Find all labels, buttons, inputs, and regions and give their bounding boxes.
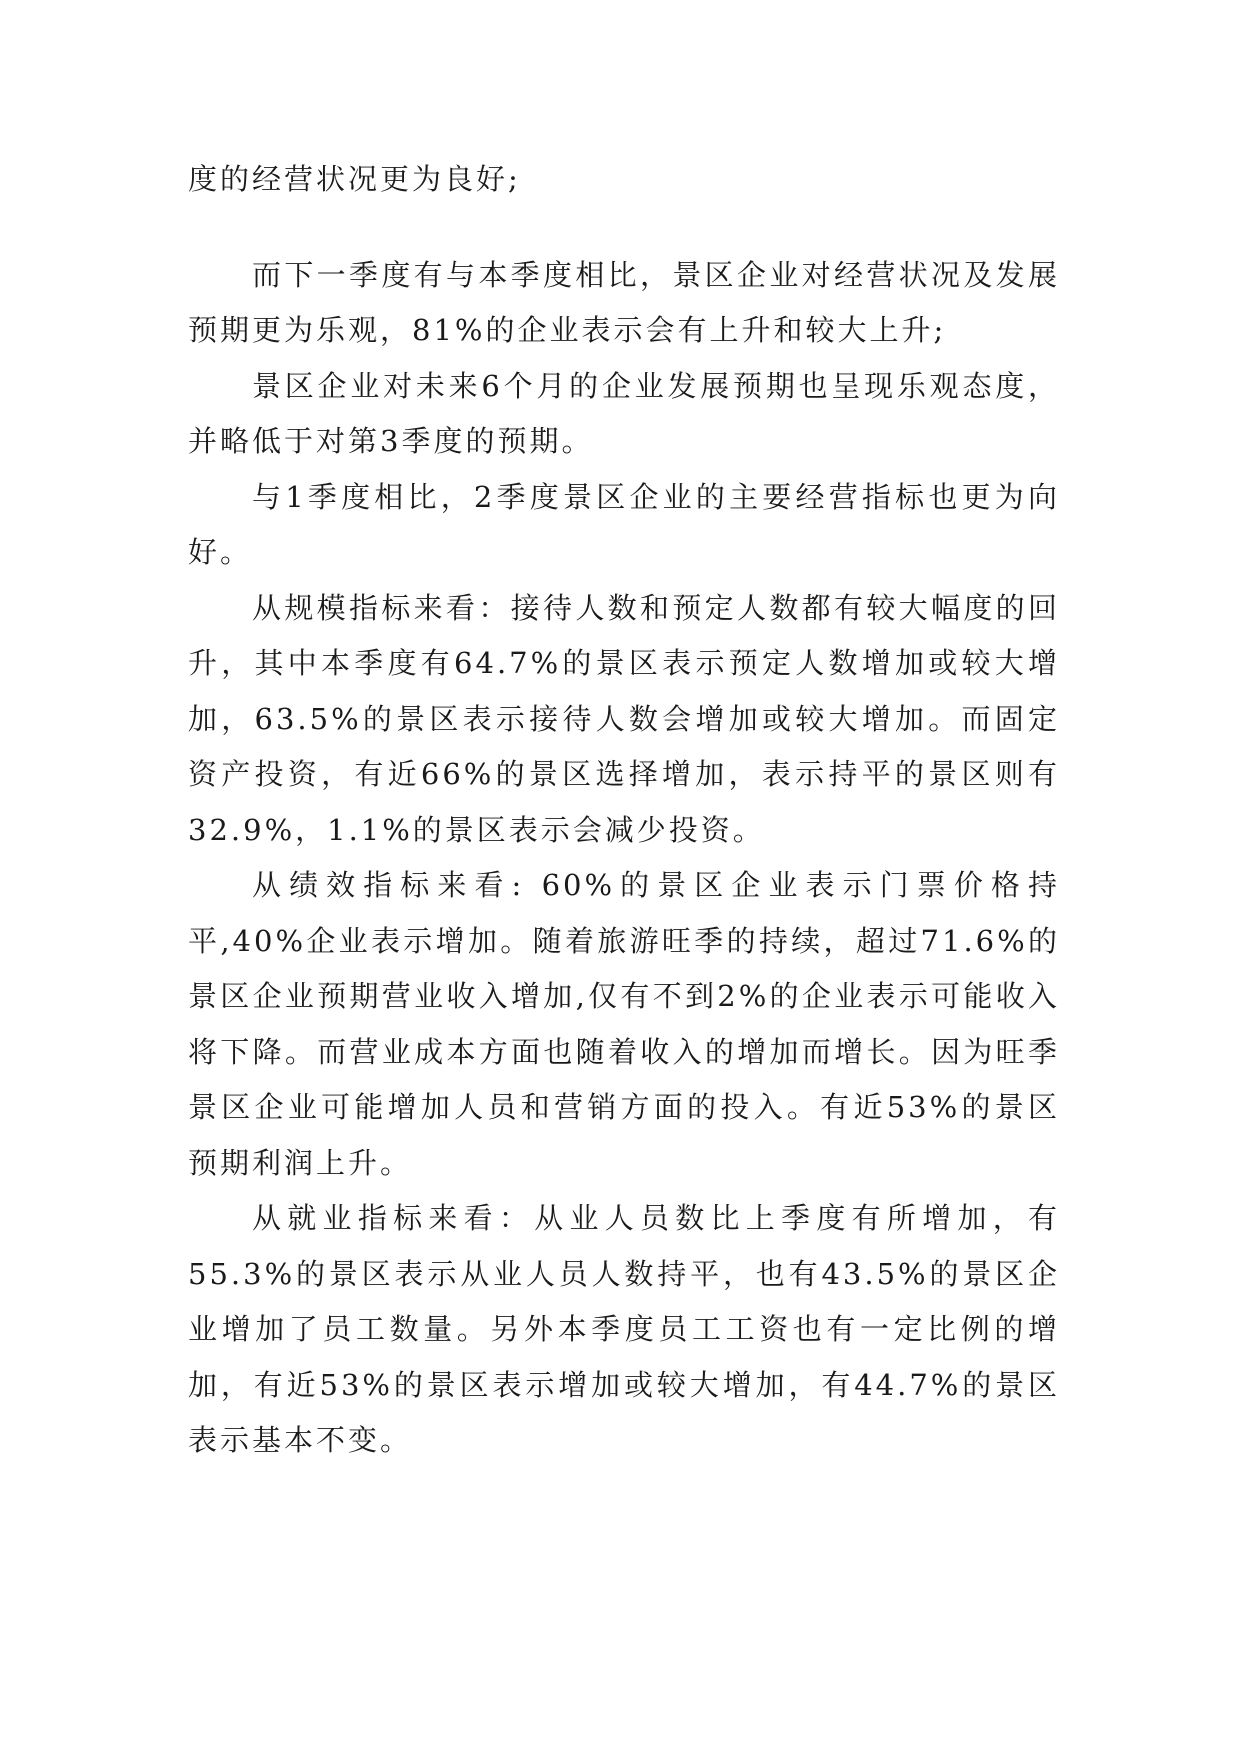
paragraph-scale-indicators: 从规模指标来看：接待人数和预定人数都有较大幅度的回升，其中本季度有64.7%的景区表示预定人数增加或较大增加，63.5%的景区表示接待人数会增加或较大增加。而固定资产投资，有近66%的景区选择增加，表示持平的景区则有32.9%，1.1%的景区表示会减少投资。 [188, 590, 1060, 847]
paragraph-six-month-outlook: 景区企业对未来6个月的企业发展预期也呈现乐观态度，并略低于对第3季度的预期。 [188, 368, 1060, 458]
document-page [188, 152, 1060, 1469]
paragraph-performance-indicators: 从绩效指标来看: 60%的景区企业表示门票价格持平,40%企业表示增加。随着旅游旺季的持续，超过71.6%的景区企业预期营业收入增加,仅有不到2%的企业表示可能收入将下降。而营业成本方面也随着收入的增加而增长。因为旺季景区企业可能增加人员和营销方面的投入。有近53%的景区预期利润上升。 [188, 868, 1060, 1180]
paragraph-quarter-comparison: 与1季度相比，2季度景区企业的主要经营指标也更为向好。 [188, 479, 1060, 569]
paragraph-next-quarter-outlook: 而下一季度有与本季度相比，景区企业对经营状况及发展预期更为乐观，81%的企业表示会有上升和较大上升; [188, 257, 1060, 347]
paragraph-continuation: 度的经营状况更为良好; [188, 162, 521, 196]
paragraph-employment-indicators: 从就业指标来看：从业人员数比上季度有所增加，有55.3%的景区表示从业人员人数持平，也有43.5%的景区企业增加了员工数量。另外本季度员工工资也有一定比例的增加，有近53%的景区表示增加或较大增加，有44.7%的景区表示基本不变。 [188, 1201, 1060, 1457]
